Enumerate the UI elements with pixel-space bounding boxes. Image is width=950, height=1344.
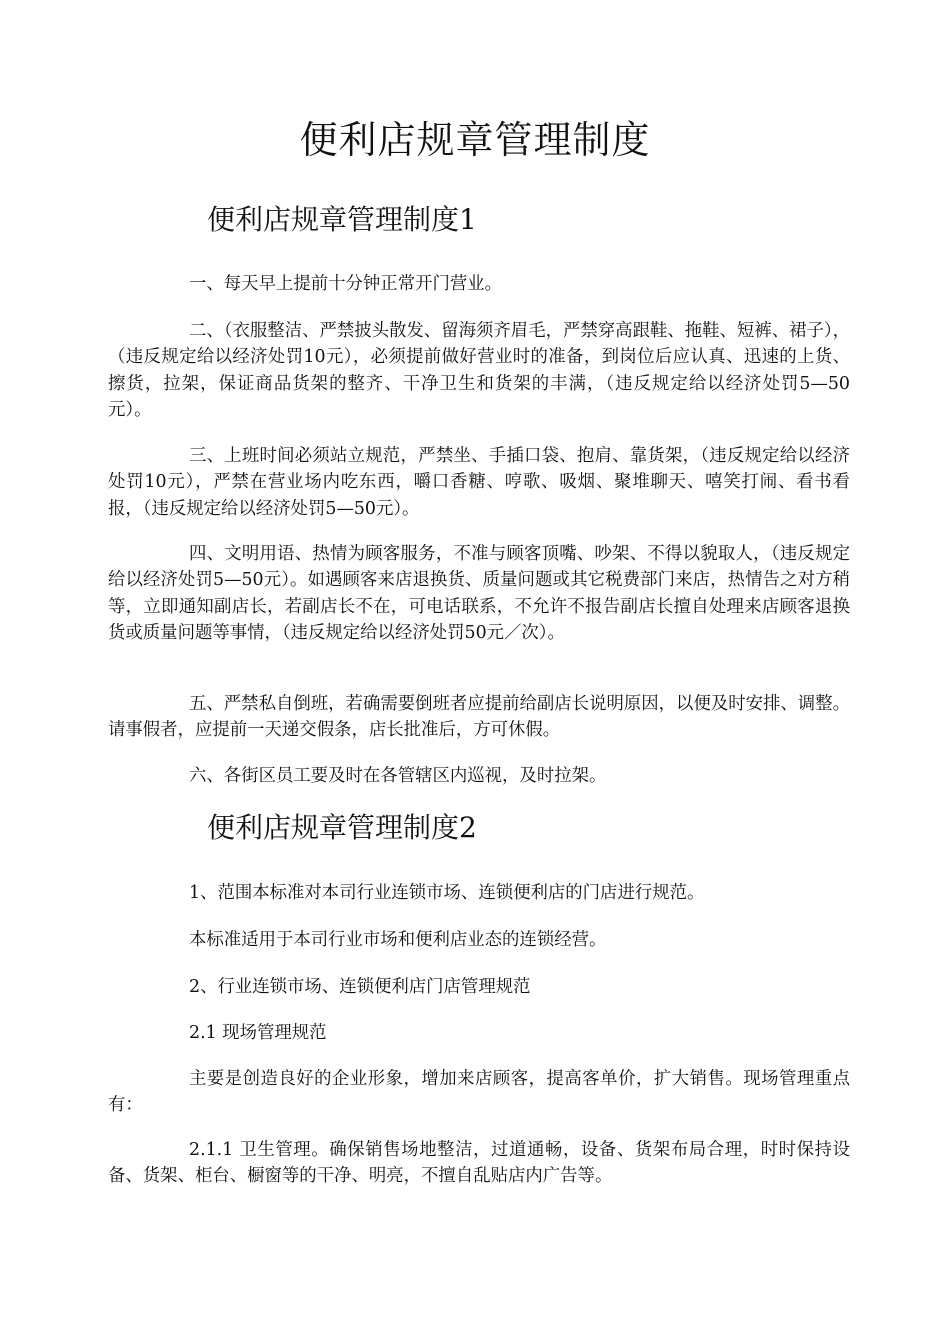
section-1-paragraph: 一、每天早上提前十分钟正常开门营业。	[189, 274, 503, 294]
document-title: 便利店规章管理制度	[299, 118, 651, 162]
section-2-paragraph: 1、范围本标准对本司行业连锁市场、连锁便利店的门店进行规范。	[189, 883, 705, 903]
section-2-paragraph: 主要是创造良好的企业形象，增加来店顾客，提高客单价，扩大销售。现场管理重点有：	[108, 1069, 850, 1116]
section-2-paragraph: 本标准适用于本司行业市场和便利店业态的连锁经营。	[189, 930, 607, 950]
section-2-heading: 便利店规章管理制度2	[207, 811, 477, 844]
section-1-paragraph: 二、（衣服整洁、严禁披头散发、留海须齐眉毛，严禁穿高跟鞋、拖鞋、短裤、裙子），（违反规定给以经济处罚10元），必须提前做好营业时的准备，到岗位后应认真、迅速的上货、擦货，拉架，保证商品货架的整齐、干净卫生和货架的丰满，（违反规定给以经济处罚5—50元）。	[108, 321, 850, 421]
section-2-paragraph: 2、行业连锁市场、连锁便利店门店管理规范	[189, 977, 531, 997]
section-2-paragraph: 2.1 现场管理规范	[189, 1023, 327, 1043]
section-1-paragraph: 三、上班时间必须站立规范，严禁坐、手插口袋、抱肩、靠货架，（违反规定给以经济处罚10元），严禁在营业场内吃东西，嚼口香糖、哼歌、吸烟、聚堆聊天、嘻笑打闹、看书看报，（违反规定给以经济处罚5—50元）。	[108, 446, 850, 519]
section-1-paragraph: 四、文明用语、热情为顾客服务，不准与顾客顶嘴、吵架、不得以貌取人，（违反规定给以经济处罚5—50元）。如遇顾客来店退换货、质量问题或其它税费部门来店，热情告之对方稍等，立即通知副店长，若副店长不在，可电话联系，不允许不报告副店长擅自处理来店顾客退换货或质量问题等事情，（违反规定给以经济处罚50元／次）。	[108, 544, 850, 644]
section-1-heading: 便利店规章管理制度1	[207, 203, 477, 236]
section-1-paragraph: 六、各街区员工要及时在各管辖区内巡视，及时拉架。	[189, 766, 607, 786]
section-1-paragraph: 五、严禁私自倒班，若确需要倒班者应提前给副店长说明原因，以便及时安排、调整。请事假者，应提前一天递交假条，店长批准后，方可休假。	[108, 694, 850, 741]
section-2-paragraph: 2.1.1 卫生管理。确保销售场地整洁，过道通畅，设备、货架布局合理，时时保持设备、货架、柜台、橱窗等的干净、明亮，不擅自乱贴店内广告等。	[108, 1140, 850, 1187]
